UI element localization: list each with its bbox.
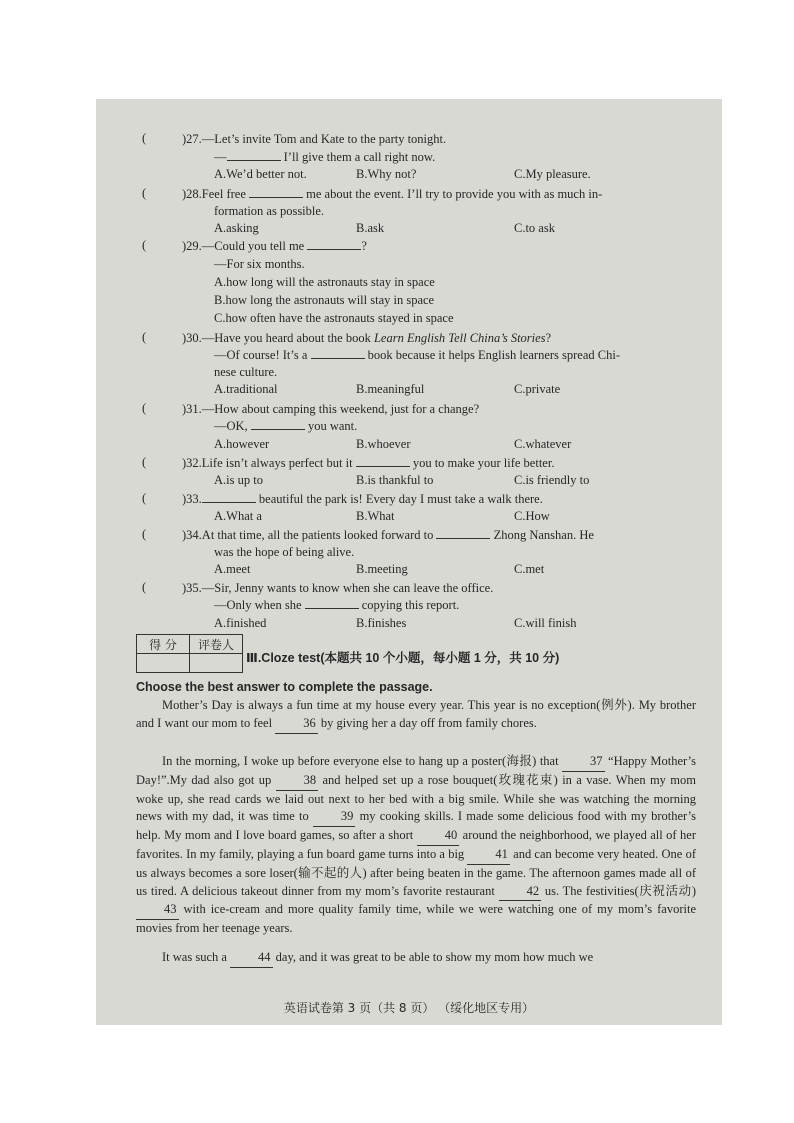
option-a: A.We’d better not. [214, 167, 307, 181]
grader-header: 评卷人 [190, 635, 243, 654]
option-a: A.however [214, 437, 270, 451]
section-instruction: Choose the best answer to complete the passage. [136, 680, 433, 694]
answer-blank[interactable] [202, 491, 256, 503]
option-c: C.met [514, 562, 545, 576]
question-line: —OK, you want. [214, 419, 358, 433]
question-num: )34.At that time, all the patients looked forward to Zhong Nanshan. He [182, 528, 594, 542]
cloze-blank[interactable]: 40 [417, 827, 460, 846]
question-num: )31.—How about camping this weekend, just for a change? [182, 402, 480, 416]
option-b: B.meeting [356, 562, 408, 576]
question-line: — I’ll give them a call right now. [214, 150, 436, 164]
question-num: )33. beautiful the park is! Every day I must take a walk there. [182, 492, 543, 506]
cloze-blank[interactable]: 44 [230, 949, 273, 968]
answer-blank[interactable] [307, 238, 361, 250]
answer-blank[interactable] [436, 527, 490, 539]
answer-blank[interactable] [227, 149, 281, 161]
option-c: C.to ask [514, 221, 555, 235]
score-header: 得 分 [137, 635, 190, 654]
passage-paragraph: It was such a 44 day, and it was great to be able to show my mom how much we [136, 949, 696, 968]
option-c: C.My pleasure. [514, 167, 591, 181]
cloze-blank[interactable]: 43 [136, 901, 179, 920]
question-line: —For six months. [214, 257, 305, 271]
passage-paragraph: In the morning, I woke up before everyone else to hang up a poster(海报) that 37 “Happy Mother’s Day!”.My dad also got up 38 and helped set up a rose bouquet(玫瑰花束) in a vase. When my mom woke up, she read cards we laid out next to her bed with a big smile. While she was watching the morning news with my dad, it was time to 39 my cooking skills. I made some delicious food with my brother’s help. My mom and I love board games, so after a short 40 around the neighborhood, we played all of her favorites. In my family, playing a fun board game turns into a big 41 and can become very heated. One of us always becomes a sore loser(输不起的人) after being beaten in the game. The afternoon games made all of us tired. A delicious takeout dinner from my mom’s favorite restaurant 42 us. The festivities(庆祝活动) 43 with ice-cream and more quality family time, while we were watching one of my mom’s favorite movies from her teenage years. [136, 754, 697, 936]
option-b: B.finishes [356, 616, 407, 630]
passage-paragraph: Mother’s Day is always a fun time at my house every year. This year is no exception(例外). My brother and I want our mom to feel 36 by giving her a day off from family chores. [136, 697, 696, 734]
answer-bracket: ( [142, 238, 147, 252]
question-num: )35.—Sir, Jenny wants to know when she can leave the office. [182, 581, 494, 595]
question-line: —Only when she copying this report. [214, 598, 460, 612]
option-a: A.asking [214, 221, 259, 235]
answer-blank[interactable] [356, 455, 410, 467]
exam-content [96, 99, 722, 1025]
cloze-blank[interactable]: 37 [562, 753, 605, 772]
answer-blank[interactable] [251, 418, 305, 430]
option-a: A.finished [214, 616, 267, 630]
answer-bracket: ( [142, 131, 147, 145]
option-a: A.meet [214, 562, 251, 576]
answer-blank[interactable] [311, 347, 365, 359]
exam-page [96, 99, 722, 1025]
question-num: )27.—Let’s invite Tom and Kate to the party tonight. [182, 132, 447, 146]
section-title: Ⅲ.Cloze test(本题共 10 个小题，每小题 1 分，共 10 分) [246, 651, 560, 665]
option-a: A.traditional [214, 382, 278, 396]
option-c: C.how often have the astronauts stayed in space [214, 311, 454, 325]
option-b: B.whoever [356, 437, 411, 451]
option-c: C.How [514, 509, 550, 523]
question-num: )28.Feel free me about the event. I’ll try to provide you with as much in- [182, 187, 603, 201]
page-footer: 英语试卷第 3 页（共 8 页） （绥化地区专用） [283, 1001, 535, 1015]
answer-blank[interactable] [305, 597, 359, 609]
score-table [136, 634, 243, 673]
answer-bracket: ( [142, 580, 147, 594]
option-a: A.What a [214, 509, 262, 523]
answer-bracket: ( [142, 455, 147, 469]
question-line: nese culture. [214, 365, 278, 379]
option-b: B.What [356, 509, 395, 523]
option-b: B.is thankful to [356, 473, 434, 487]
question-num: )30.—Have you heard about the book Learn English Tell China’s Stories? [182, 331, 552, 345]
answer-bracket: ( [142, 186, 147, 200]
cloze-blank[interactable]: 41 [467, 846, 510, 865]
option-a: A.is up to [214, 473, 263, 487]
option-b: B.Why not? [356, 167, 417, 181]
cloze-blank[interactable]: 38 [276, 772, 319, 791]
answer-bracket: ( [142, 491, 147, 505]
answer-bracket: ( [142, 401, 147, 415]
option-b: B.meaningful [356, 382, 425, 396]
question-line: formation as possible. [214, 204, 325, 218]
answer-bracket: ( [142, 330, 147, 344]
question-line: was the hope of being alive. [214, 545, 355, 559]
option-b: B.how long the astronauts will stay in space [214, 293, 435, 307]
option-c: C.private [514, 382, 561, 396]
option-c: C.whatever [514, 437, 572, 451]
option-c: C.is friendly to [514, 473, 590, 487]
question-line: —Of course! It’s a book because it helps English learners spread Chi- [214, 348, 620, 362]
cloze-blank[interactable]: 36 [275, 715, 318, 734]
answer-blank[interactable] [249, 186, 303, 198]
grader-cell[interactable] [190, 654, 243, 673]
cloze-blank[interactable]: 39 [313, 808, 356, 827]
question-num: )32.Life isn’t always perfect but it you to make your life better. [182, 456, 555, 470]
option-a: A.how long will the astronauts stay in space [214, 275, 435, 289]
cloze-blank[interactable]: 42 [499, 883, 542, 902]
question-num: )29.—Could you tell me ? [182, 239, 367, 253]
answer-bracket: ( [142, 527, 147, 541]
score-cell[interactable] [137, 654, 190, 673]
option-c: C.will finish [514, 616, 577, 630]
option-b: B.ask [356, 221, 385, 235]
